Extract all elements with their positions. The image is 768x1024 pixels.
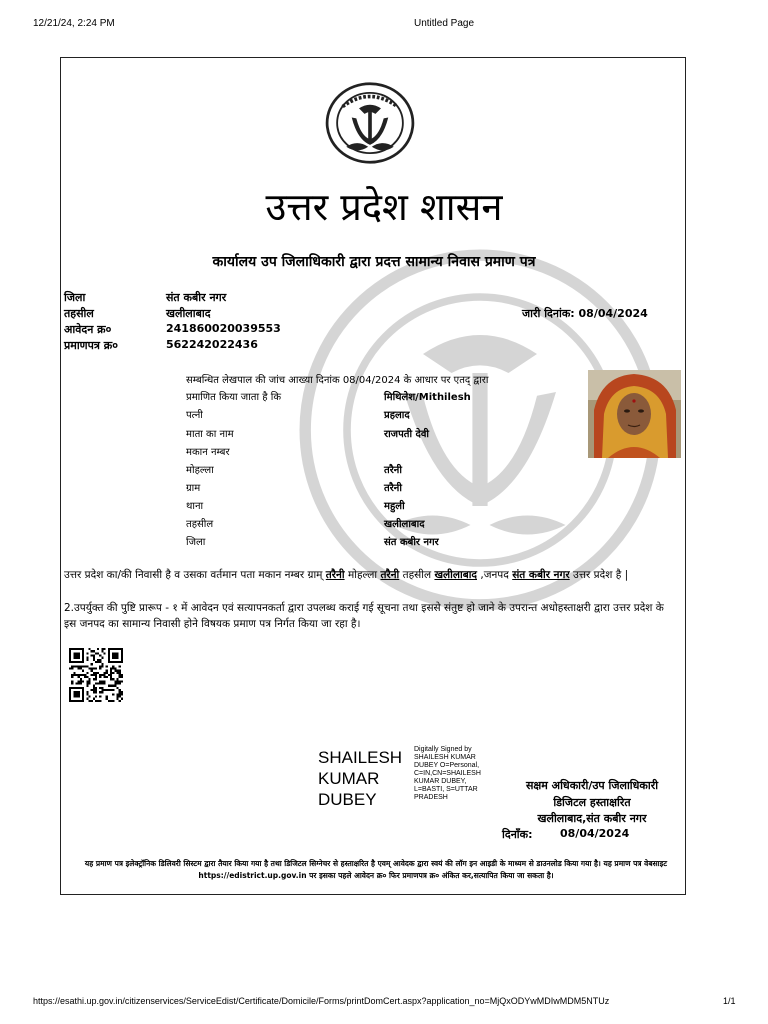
- print-page-title: Untitled Page: [414, 18, 475, 29]
- district-label: जिला: [64, 291, 86, 304]
- issue-date: [522, 306, 648, 321]
- dsig-line: L=BASTI, S=UTTAR: [414, 786, 478, 793]
- certificate-subtitle: कार्यालय उप जिलाधिकारी द्वारा प्रदत्त सामान्य निवास प्रमाण पत्र: [212, 254, 536, 270]
- print-page-number: 1/1: [723, 996, 736, 1006]
- application-no-value: 241860020039553: [166, 322, 281, 335]
- authority-digital-signed: डिजिटल हस्ताक्षरित: [553, 796, 631, 809]
- authority-date: 08/04/2024: [560, 827, 630, 840]
- issue-date-value: 08/04/2024: [578, 307, 648, 320]
- authority-office: खलीलाबाद,संत कबीर नगर: [537, 812, 647, 825]
- print-url: https://esathi.up.gov.in/citizenservices/ServiceEdist/Certificate/Domicile/Forms/printDomCert.aspx?application_no=MjQxODYwMDIwMDM5NTUz: [33, 996, 610, 1006]
- dsig-line: PRADESH: [414, 794, 448, 801]
- para-mohalla: तरैनी: [380, 569, 400, 581]
- para-text: ,जनपद: [477, 569, 513, 581]
- certificate-footer-note: यह प्रमाण पत्र इलेक्ट्रॉनिक डिलिवरी सिस्टम द्वारा तैयार किया गया है तथा डिजिटल सिग्नेचर से हस्ताक्षरित है एवम् आवेदक द्वारा स्वयं की लॉग इन आइडी के माध्यम से डाउनलोड किया गया है। यह प्रमाण पत्र वेबसाइट https://edistrict.up.gov.in पर इसका पहले आवेदन क्र० फिर प्रमाणपत्र क्र० अंकित कर,सत्यापित किया जा सकता है।: [84, 859, 668, 880]
- dsig-line: SHAILESH KUMAR: [414, 754, 476, 761]
- para-village: तरैनी: [325, 569, 345, 581]
- authority-designation: सक्षम अधिकारी/उप जिलाधिकारी: [525, 779, 659, 792]
- village-value: तरैनी: [384, 483, 402, 494]
- signer-name-line: SHAILESH: [318, 748, 403, 767]
- dsig-line: Digitally Signed by: [414, 746, 472, 753]
- up-state-emblem-icon: [324, 81, 416, 165]
- applicant-name: मिथिलेश/Mithilesh: [384, 392, 471, 403]
- person-district-label: जिला: [186, 537, 206, 548]
- certificate-no-label: प्रमाणपत्र क्र०: [64, 339, 118, 352]
- para-tehsil: खलीलाबाद: [434, 569, 478, 581]
- intro-line-2: प्रमाणित किया जाता है कि: [186, 392, 282, 403]
- qr-code-icon: [68, 648, 124, 702]
- para-text: मोहल्ला: [344, 569, 381, 581]
- mother-label: माता का नाम: [186, 429, 234, 440]
- application-no-label: आवेदन क्र०: [64, 323, 112, 336]
- certificate-title: उत्तर प्रदेश शासन: [265, 185, 503, 229]
- applicant-photo: [588, 370, 681, 458]
- district-value: संत कबीर नगर: [166, 291, 227, 304]
- signer-name: [318, 747, 402, 810]
- tehsil-label: तहसील: [64, 307, 94, 320]
- dsig-line: C=IN,CN=SHAILESH: [414, 770, 481, 777]
- person-tehsil-label: तहसील: [186, 519, 214, 530]
- person-district-value: संत कबीर नगर: [384, 537, 439, 548]
- para-janpad: संत कबीर नगर: [512, 569, 570, 581]
- husband-value: प्रहलाद: [384, 410, 410, 421]
- police-station-label: थाना: [186, 501, 204, 512]
- tehsil-value: खलीलाबाद: [166, 307, 211, 320]
- village-label: ग्राम: [186, 483, 201, 494]
- print-datetime: 12/21/24, 2:24 PM: [33, 18, 115, 29]
- mohalla-label: मोहल्ला: [186, 465, 214, 476]
- mother-value: राजपती देवी: [384, 429, 430, 440]
- authority-date-label: दिनाँक:: [502, 828, 533, 841]
- husband-label: पत्नी: [186, 410, 203, 421]
- person-tehsil-value: खलीलाबाद: [384, 519, 425, 530]
- digital-signature-details: [414, 746, 494, 802]
- para-text: उत्तर प्रदेश का/की निवासी है व उसका वर्तमान पता मकान नम्बर ग्राम्: [64, 569, 326, 581]
- dsig-line: DUBEY O=Personal,: [414, 762, 480, 769]
- signer-name-line: KUMAR: [318, 769, 380, 788]
- police-station-value: महुली: [384, 501, 405, 512]
- para-text: तहसील: [399, 569, 435, 581]
- house-no-label: मकान नम्बर: [186, 447, 230, 458]
- para-text: उत्तर प्रदेश है |: [569, 569, 629, 581]
- residence-paragraph: [64, 567, 678, 583]
- issue-date-label: जारी दिनांक:: [522, 307, 575, 320]
- verification-paragraph: 2.उपर्युक्त की पुष्टि प्रारूप - १ में आवेदन एवं सत्यापनकर्ता द्वारा उपलब्ध कराई गई सूचना तथा इससे संतुष्ट हो जाने के उपरान्त अधोहस्ताक्षरी द्वारा उत्तर प्रदेश के इस जनपद का सामान्य निवासी होने विषयक प्रमाण पत्र निर्गत किया जा रहा है।: [64, 602, 664, 630]
- dsig-line: KUMAR DUBEY,: [414, 778, 467, 785]
- certificate-no-value: 562242022436: [166, 338, 258, 351]
- intro-line-1: सम्बन्धित लेखपाल की जांच आख्या दिनांक 08/04/2024 के आधार पर एतद् द्वारा: [186, 375, 489, 386]
- signer-name-line: DUBEY: [318, 790, 377, 809]
- mohalla-value: तरैनी: [384, 465, 402, 476]
